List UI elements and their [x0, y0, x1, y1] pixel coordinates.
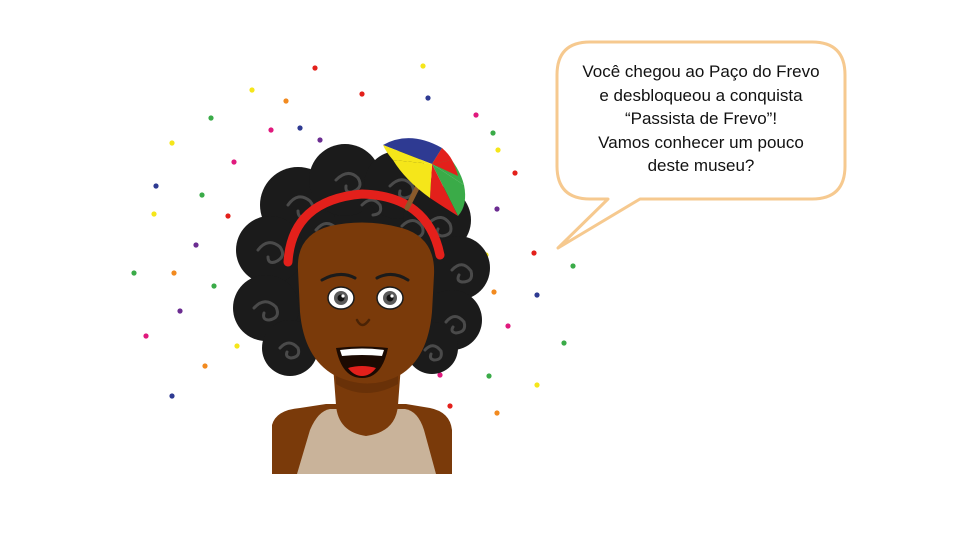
- bubble-line: “Passista de Frevo”!: [624, 109, 778, 128]
- frevo-dancer-avatar: [233, 138, 490, 474]
- bubble-line: deste museu?: [647, 156, 755, 175]
- bubble-line: Vamos conhecer um pouco: [598, 132, 804, 152]
- bubble-line: Você chegou ao Paço do Frevo: [582, 62, 820, 81]
- bubble-line: e desbloqueou a conquista: [599, 85, 803, 105]
- speech-bubble-text: [560, 60, 842, 178]
